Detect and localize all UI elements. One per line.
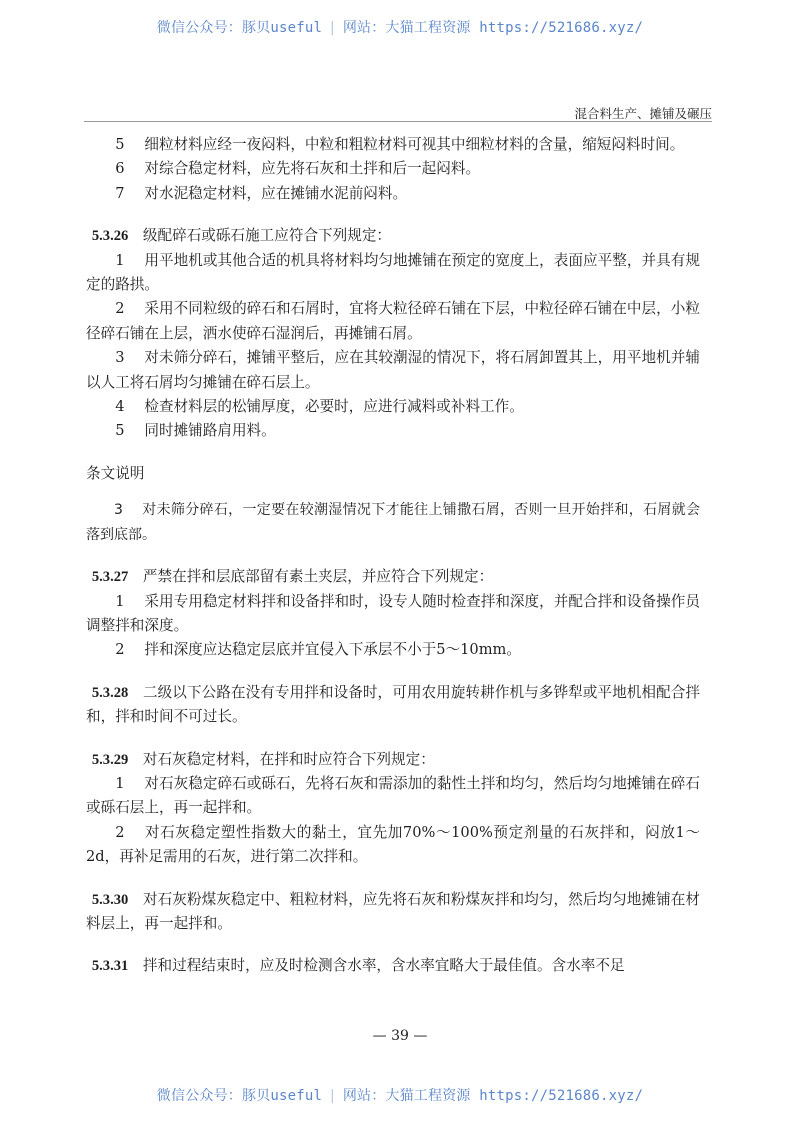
running-head: 混合料生产、摊铺及碾压 — [574, 106, 712, 121]
watermark-bottom — [0, 1085, 800, 1105]
clause-5-3-29: 5.3.29 对石灰稳定材料，在拌和时应符合下列规定： — [91, 750, 435, 768]
list-item: 5 同时摊铺路肩用料。 — [115, 422, 276, 440]
watermark-right: 网站：大猫工程资源 https://521686.xyz/ — [342, 20, 644, 36]
watermark-left: 微信公众号：豚贝useful — [156, 1088, 323, 1104]
clause-number: 5.3.30 — [91, 891, 129, 908]
page-body — [86, 133, 700, 979]
clause-5-3-30: 5.3.30 对石灰粉煤灰稳定中、粗粒材料，应先将石灰和粉煤灰拌和均匀，然后均匀地摊铺在材料层上，再一起拌和。 — [86, 890, 700, 932]
watermark-separator: | — [328, 20, 337, 36]
explanation-item: 3 对未筛分碎石，一定要在较潮湿情况下才能往上铺撒石屑，否则一旦开始拌和，石屑就会落到底部。 — [86, 502, 700, 543]
watermark-top — [0, 17, 800, 37]
clause-5-3-31: 5.3.31 拌和过程结束时，应及时检测含水率，含水率宜略大于最佳值。含水率不足 — [91, 957, 625, 975]
list-item: 6 对综合稳定材料，应先将石灰和土拌和后一起闷料。 — [115, 160, 481, 178]
page-number: — 39 — — [372, 1028, 428, 1044]
list-item: 7 对水泥稳定材料，应在摊铺水泥前闷料。 — [115, 184, 408, 202]
list-item: 2 对石灰稳定塑性指数大的黏土，宜先加70%～100%预定剂量的石灰拌和，闷放1～2d，再补足需用的石灰，进行第二次拌和。 — [86, 823, 700, 866]
list-item: 1 用平地机或其他合适的机具将材料均匀地摊铺在预定的宽度上，表面应平整，并具有规定的路拱。 — [86, 251, 700, 294]
clause-5-3-26: 5.3.26 级配碎石或砾石施工应符合下列规定： — [91, 227, 392, 245]
header-rule — [84, 121, 712, 122]
clause-5-3-27: 5.3.27 严禁在拌和层底部留有素土夹层，并应符合下列规定： — [91, 568, 494, 586]
list-item: 1 采用专用稳定材料拌和设备拌和时，设专人随时检查拌和深度，并配合拌和设备操作员调整拌和深度。 — [86, 592, 700, 634]
watermark-right: 网站：大猫工程资源 https://521686.xyz/ — [342, 1088, 644, 1104]
explanation-title: 条文说明 — [86, 464, 145, 482]
clause-number: 5.3.26 — [91, 228, 129, 245]
clause-5-3-28: 5.3.28 二级以下公路在没有专用拌和设备时，可用农用旋转耕作机与多铧犁或平地机相配合拌和，拌和时间不可过长。 — [86, 683, 700, 726]
clause-number: 5.3.28 — [91, 684, 129, 701]
watermark-separator: | — [328, 1088, 337, 1104]
list-item: 1 对石灰稳定碎石或砾石，先将石灰和需添加的黏性土拌和均匀，然后均匀地摊铺在碎石或砾石层上，再一起拌和。 — [86, 774, 700, 817]
list-item: 2 拌和深度应达稳定层底并宜侵入下承层不小于5～10mm。 — [115, 641, 521, 659]
clause-number: 5.3.31 — [91, 958, 129, 975]
list-item: 5 细粒材料应经一夜闷料，中粒和粗粒材料可视其中细粒材料的含量，缩短闷料时间。 — [115, 136, 685, 153]
clause-number: 5.3.27 — [91, 569, 129, 586]
clause-number: 5.3.29 — [91, 751, 129, 768]
watermark-left: 微信公众号：豚贝useful — [156, 20, 323, 36]
list-item: 3 对未筛分碎石，摊铺平整后，应在其较潮湿的情况下，将石屑卸置其上，用平地机并辅以人工将石屑均匀摊铺在碎石层上。 — [86, 349, 700, 391]
list-item: 2 采用不同粒级的碎石和石屑时，宜将大粒径碎石铺在下层，中粒径碎石铺在中层，小粒径碎石铺在上层，洒水使碎石湿润后，再摊铺石屑。 — [86, 300, 700, 342]
list-item: 4 检查材料层的松铺厚度，必要时，应进行减料或补料工作。 — [115, 398, 524, 416]
